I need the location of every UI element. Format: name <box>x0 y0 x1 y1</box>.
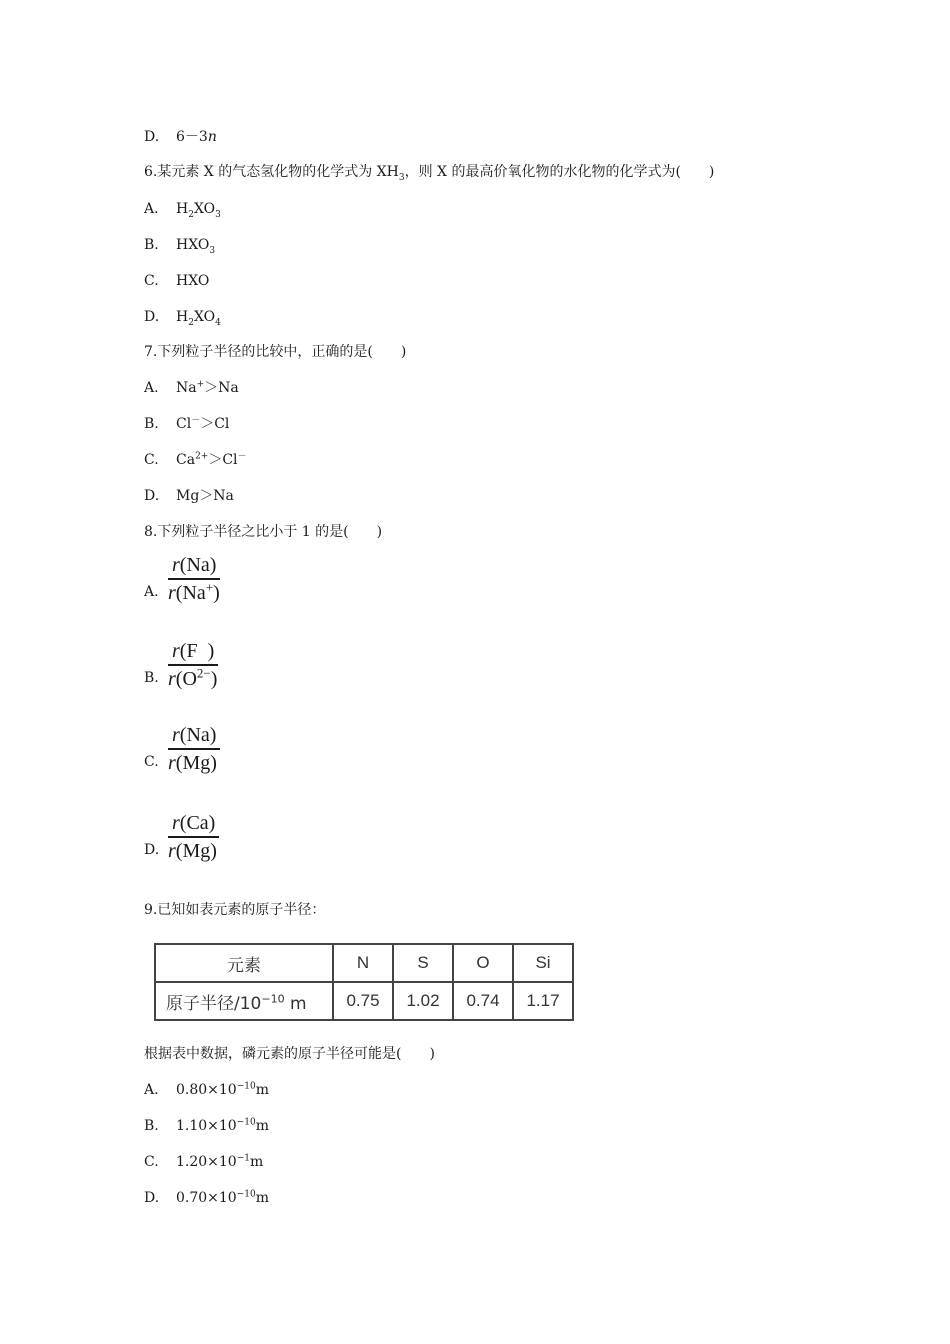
formula-subscript: 3 <box>209 245 216 256</box>
denominator-text: (Na <box>175 582 206 604</box>
ion-charge: － <box>237 451 247 462</box>
denominator-text: (Mg) <box>175 752 217 774</box>
q8-stem: 8.下列粒子半径之比小于 1 的是( ) <box>144 524 383 540</box>
ion-charge: － <box>191 415 201 426</box>
q9-option-c <box>144 1153 263 1171</box>
table-cell-value: 1.17 <box>513 982 573 1020</box>
option-label: D. <box>144 129 160 145</box>
radius-ratio-fraction <box>168 639 221 691</box>
fraction-numerator <box>168 553 220 580</box>
ion-text: Cl <box>176 416 192 432</box>
ion-text: Mg＞Na <box>176 488 234 504</box>
q6-stem <box>144 163 714 181</box>
fraction-denominator <box>168 580 224 605</box>
ion-charge: + <box>196 379 205 390</box>
option-value: 0.70×10 <box>176 1190 237 1206</box>
fraction-denominator <box>168 666 221 691</box>
table-header-element: 元素 <box>155 944 333 982</box>
option-exponent: −1 <box>236 1153 250 1164</box>
option-value: 1.10×10 <box>176 1118 237 1134</box>
option-exponent: −10 <box>236 1189 256 1200</box>
option-label: A. <box>144 1082 159 1098</box>
option-value: 0.80×10 <box>176 1082 237 1098</box>
numerator-text: (Na) <box>179 554 217 576</box>
option-label: B. <box>144 237 159 253</box>
q7-stem: 7.下列粒子半径的比较中，正确的是( ) <box>144 344 407 360</box>
q6-stem-text-a: 6.某元素 X 的气态氢化物的化学式为 XH <box>144 164 399 180</box>
option-label: C. <box>144 1154 159 1170</box>
option-label: D. <box>144 309 160 325</box>
radius-ratio-fraction <box>168 723 221 775</box>
row-label-unit: m <box>284 993 307 1014</box>
row-label-exponent: −10 <box>261 991 285 1005</box>
ion-charge: 2+ <box>195 451 209 462</box>
fraction-denominator <box>168 838 221 863</box>
formula-subscript: 3 <box>215 209 221 220</box>
q6-stem-text-b: ，则 X 的最高价氧化物的水化物的化学式为( ) <box>404 164 715 180</box>
q9-question: 根据表中数据，磷元素的原子半径可能是( ) <box>144 1046 435 1062</box>
row-label-text: 原子半径/10 <box>166 993 262 1014</box>
radius-symbol: r <box>172 724 180 746</box>
table-cell-value: 0.74 <box>453 982 513 1020</box>
option-unit: m <box>255 1118 269 1134</box>
option-value: 1.20×10 <box>176 1154 237 1170</box>
option-label: B. <box>144 416 159 432</box>
ion-text: Ca <box>176 452 196 468</box>
radius-symbol: r <box>168 668 176 690</box>
option-text: 6－3 <box>176 129 208 145</box>
q7-option-c <box>144 451 247 469</box>
q9-stem: 9.已知如表元素的原子半径： <box>144 902 326 918</box>
q7-option-b <box>144 415 229 433</box>
table-cell-value: 0.75 <box>333 982 393 1020</box>
option-unit: m <box>255 1082 269 1098</box>
q5-option-d <box>144 128 217 146</box>
q6-stem-subscript: 3 <box>398 172 405 183</box>
numerator-text: (Na) <box>179 724 217 746</box>
table-row <box>155 982 573 1020</box>
denominator-close: ) <box>210 668 218 690</box>
radius-symbol: r <box>172 812 180 834</box>
ion-charge: + <box>205 579 214 595</box>
ion-text: ＞Na <box>204 380 239 396</box>
option-label: C. <box>144 452 159 468</box>
formula-part: XO <box>193 201 216 217</box>
option-label: B. <box>144 1118 159 1134</box>
radius-symbol: r <box>168 582 176 604</box>
q6-option-c <box>144 272 209 290</box>
radius-symbol: r <box>172 640 180 662</box>
formula-subscript: 2 <box>188 317 194 328</box>
option-label: B. <box>144 670 159 686</box>
table-row <box>155 944 573 982</box>
fraction-numerator <box>168 639 218 666</box>
option-label: D. <box>144 488 160 504</box>
table-cell-element: Si <box>513 944 573 982</box>
fraction-numerator <box>168 723 220 750</box>
q9-option-d <box>144 1189 269 1207</box>
atomic-radius-table <box>154 943 574 1021</box>
formula-part: HXO <box>176 273 210 289</box>
radius-symbol: r <box>168 840 176 862</box>
radius-ratio-fraction <box>168 811 221 863</box>
formula-part: H <box>176 309 189 325</box>
q7-option-a <box>144 379 239 397</box>
option-unit: m <box>250 1154 264 1170</box>
option-label: D. <box>144 1190 160 1206</box>
table-cell-value: 1.02 <box>393 982 453 1020</box>
ion-text: ＞Cl <box>208 452 238 468</box>
numerator-text: (Ca) <box>179 812 216 834</box>
table-cell-element: O <box>453 944 513 982</box>
option-label: A. <box>144 380 159 396</box>
formula-part: H <box>176 201 189 217</box>
formula-part: HXO <box>176 237 210 253</box>
denominator-text: (O <box>175 668 197 690</box>
option-variable: n <box>207 129 217 145</box>
fraction-denominator <box>168 750 221 775</box>
denominator-text: (Mg) <box>175 840 217 862</box>
numerator-text: (F <box>179 640 198 662</box>
q6-option-b <box>144 236 215 254</box>
option-label: A. <box>144 584 159 600</box>
q6-option-d <box>144 308 221 326</box>
ion-text: Na <box>176 380 197 396</box>
radius-ratio-fraction <box>168 553 224 605</box>
formula-part: XO <box>193 309 216 325</box>
ion-text: ＞Cl <box>200 416 230 432</box>
numerator-close: ) <box>207 640 215 662</box>
table-cell-element: N <box>333 944 393 982</box>
option-label: A. <box>144 201 159 217</box>
option-label: D. <box>144 842 160 858</box>
table-cell-element: S <box>393 944 453 982</box>
option-label: C. <box>144 273 159 289</box>
formula-subscript: 2 <box>188 209 194 220</box>
q6-option-a <box>144 200 221 218</box>
option-label: C. <box>144 754 159 770</box>
formula-subscript: 4 <box>215 317 221 328</box>
fraction-numerator <box>168 811 219 838</box>
q7-option-d <box>144 487 234 505</box>
radius-symbol: r <box>168 752 176 774</box>
denominator-close: ) <box>213 582 220 604</box>
option-exponent: −10 <box>236 1081 256 1092</box>
ion-charge: 2− <box>196 665 211 681</box>
option-exponent: −10 <box>236 1117 256 1128</box>
table-header-radius <box>155 982 333 1020</box>
radius-symbol: r <box>172 554 180 576</box>
option-unit: m <box>255 1190 269 1206</box>
q9-option-b <box>144 1117 269 1135</box>
q9-option-a <box>144 1081 269 1099</box>
